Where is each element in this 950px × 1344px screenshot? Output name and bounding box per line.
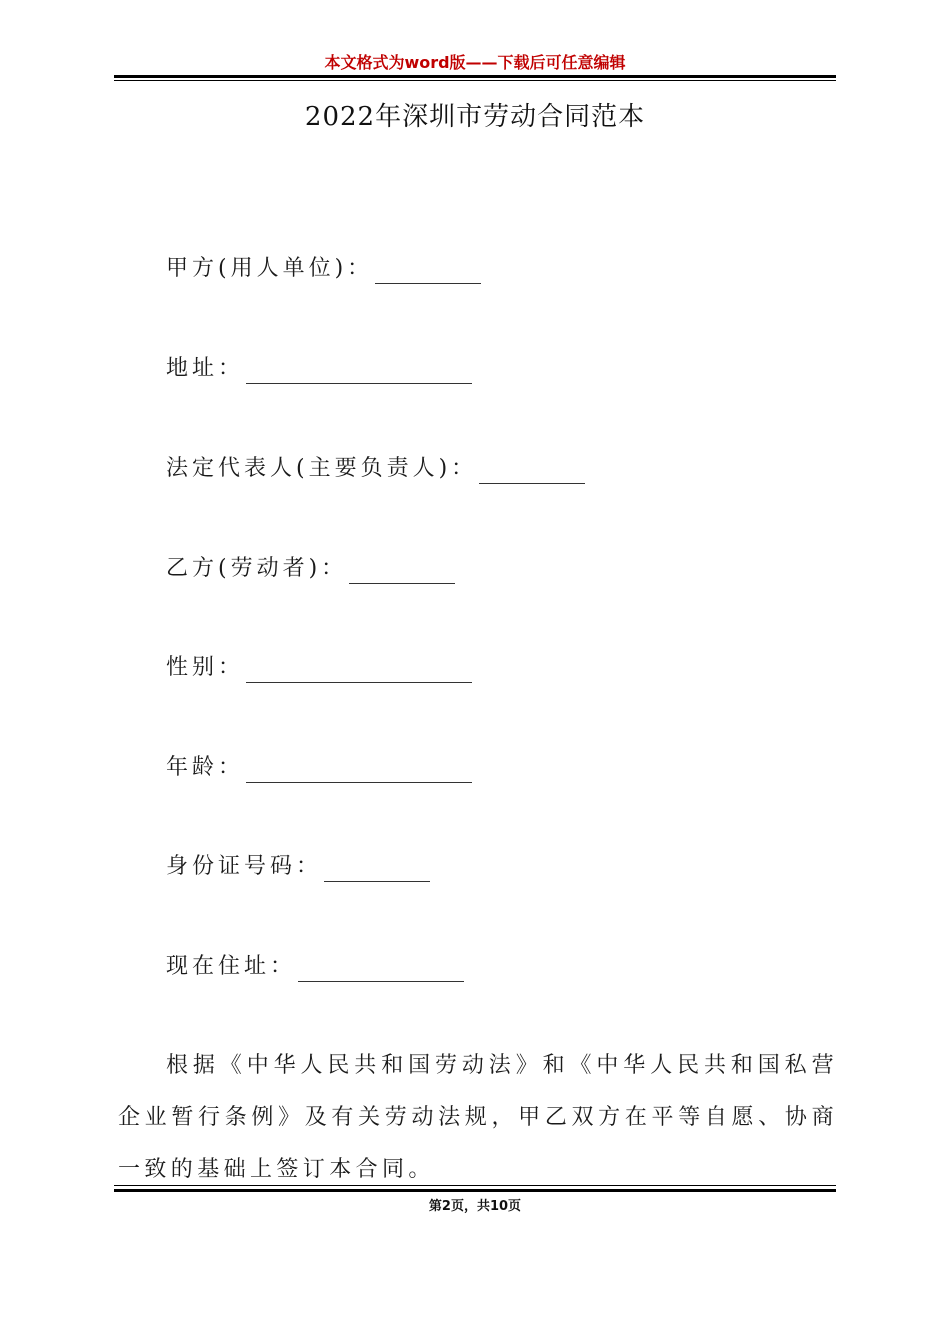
field-label: 身份证号码： (166, 854, 323, 879)
fill-blank[interactable] (246, 758, 472, 783)
fill-blank[interactable] (375, 259, 481, 284)
header-note: 本文格式为word版——下载后可任意编辑 (324, 53, 626, 72)
field-gender (166, 653, 472, 683)
header-rule-thin (114, 80, 836, 81)
field-label: 现在住址： (166, 954, 297, 979)
document-title: 2022年深圳市劳动合同范本 (304, 102, 646, 132)
field-label: 乙方(劳动者)： (166, 556, 348, 581)
footer-page-info: 第2页，共10页 (428, 1199, 522, 1214)
field-label: 法定代表人(主要负责人)： (166, 456, 478, 481)
fill-blank[interactable] (479, 459, 585, 484)
fill-blank[interactable] (349, 559, 455, 584)
field-label: 地址： (166, 356, 245, 381)
fill-blank[interactable] (324, 857, 430, 882)
header-rule-thick (114, 75, 836, 78)
field-legal-representative (166, 454, 585, 484)
field-id-number (166, 852, 430, 882)
field-party-a (166, 254, 481, 284)
fill-blank[interactable] (298, 957, 464, 982)
footer-rule-thin (114, 1185, 836, 1186)
field-address (166, 354, 472, 384)
body-paragraph: 根据《中华人民共和国劳动法》和《中华人民共和国私营企业暂行条例》及有关劳动法规，甲乙双方在平等自愿、协商一致的基础上签订本合同。 (118, 1053, 838, 1182)
fill-blank[interactable] (246, 359, 472, 384)
field-age (166, 753, 472, 783)
field-label: 年龄： (166, 755, 245, 780)
field-label: 性别： (166, 655, 245, 680)
fill-blank[interactable] (246, 658, 472, 683)
footer-rule-thick (114, 1189, 836, 1192)
field-label: 甲方(用人单位)： (166, 256, 374, 281)
field-party-b (166, 554, 455, 584)
field-current-address (166, 952, 464, 982)
